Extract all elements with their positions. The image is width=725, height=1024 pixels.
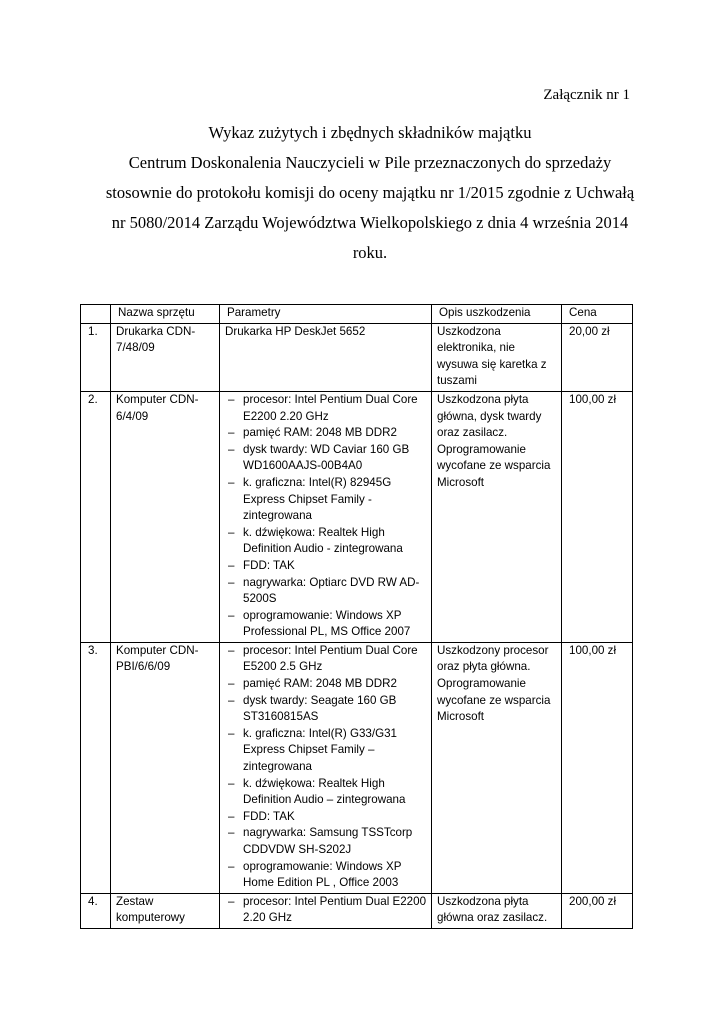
equipment-params: Drukarka HP DeskJet 5652: [220, 323, 432, 391]
param-item: – oprogramowanie: Windows XP Professional PL, MS Office 2007: [225, 608, 427, 641]
title-line: Wykaz zużytych i zbędnych składników majątku: [208, 123, 532, 142]
row-number: 1.: [81, 323, 111, 391]
param-item: – FDD: TAK: [225, 809, 427, 826]
equipment-name: Drukarka CDN-7/48/09: [111, 323, 220, 391]
row-number: 3.: [81, 642, 111, 893]
damage-description: Uszkodzona płyta główna oraz zasilacz.: [432, 893, 562, 928]
header-damage: Opis uszkodzenia: [432, 305, 562, 324]
damage-description: Uszkodzona płyta główna, dysk twardy oraz zasilacz. Oprogramowanie wycofane ze wsparcia Microsoft: [432, 391, 562, 642]
param-item: – nagrywarka: Samsung TSSTcorp CDDVDW SH-S202J: [225, 825, 427, 858]
equipment-name: Zestaw komputerowy: [111, 893, 220, 928]
param-item: – procesor: Intel Pentium Dual Core E5200 2.5 GHz: [225, 643, 427, 676]
damage-description: Uszkodzony procesor oraz płyta główna. Oprogramowanie wycofane ze wsparcia Microsoft: [432, 642, 562, 893]
param-item: – dysk twardy: Seagate 160 GB ST3160815AS: [225, 693, 427, 726]
damage-description: Uszkodzona elektronika, nie wysuwa się karetka z tuszami: [432, 323, 562, 391]
param-item: – FDD: TAK: [225, 558, 427, 575]
annex-label: Załącznik nr 1: [543, 87, 630, 103]
params-list: [225, 894, 427, 927]
equipment-params: [220, 893, 432, 928]
assets-table: [80, 304, 633, 929]
price: 100,00 zł: [562, 391, 633, 642]
params-list: [225, 392, 427, 641]
title-line: stosownie do protokołu komisji do oceny majątku nr 1/2015 zgodnie z Uchwałą: [105, 183, 635, 202]
price: 20,00 zł: [562, 323, 633, 391]
title-line: roku.: [352, 243, 388, 262]
param-item: – k. graficzna: Intel(R) 82945G Express Chipset Family - zintegrowana: [225, 475, 427, 525]
header-price: Cena: [562, 305, 633, 324]
param-item: – k. graficzna: Intel(R) G33/G31 Express Chipset Family – zintegrowana: [225, 726, 427, 776]
equipment-params: [220, 642, 432, 893]
title-line: Centrum Doskonalenia Nauczycieli w Pile przeznaczonych do sprzedaży: [128, 153, 612, 172]
header-lp: [81, 305, 111, 324]
table-row: [81, 323, 633, 391]
table-row: [81, 642, 633, 893]
row-number: 2.: [81, 391, 111, 642]
params-list: [225, 643, 427, 892]
row-number: 4.: [81, 893, 111, 928]
param-item: – procesor: Intel Pentium Dual E2200 2.20 GHz: [225, 894, 427, 927]
document-title: [70, 118, 670, 268]
param-item: – pamięć RAM: 2048 MB DDR2: [225, 425, 427, 442]
equipment-name: Komputer CDN-PBI/6/6/09: [111, 642, 220, 893]
param-item: – k. dźwiękowa: Realtek High Definition Audio - zintegrowana: [225, 525, 427, 558]
param-item: – procesor: Intel Pentium Dual Core E2200 2.20 GHz: [225, 392, 427, 425]
header-params: Parametry: [220, 305, 432, 324]
title-line: nr 5080/2014 Zarządu Województwa Wielkopolskiego z dnia 4 września 2014: [111, 213, 629, 232]
header-name: Nazwa sprzętu: [111, 305, 220, 324]
table-header-row: [81, 305, 633, 324]
param-item: – pamięć RAM: 2048 MB DDR2: [225, 676, 427, 693]
param-item: – oprogramowanie: Windows XP Home Edition PL , Office 2003: [225, 859, 427, 892]
equipment-name: Komputer CDN-6/4/09: [111, 391, 220, 642]
param-item: – k. dźwiękowa: Realtek High Definition Audio – zintegrowana: [225, 776, 427, 809]
table-row: [81, 391, 633, 642]
equipment-params: [220, 391, 432, 642]
param-item: – dysk twardy: WD Caviar 160 GB WD1600AAJS-00B4A0: [225, 442, 427, 475]
param-item: – nagrywarka: Optiarc DVD RW AD-5200S: [225, 575, 427, 608]
price: 100,00 zł: [562, 642, 633, 893]
table-row: [81, 893, 633, 928]
price: 200,00 zł: [562, 893, 633, 928]
